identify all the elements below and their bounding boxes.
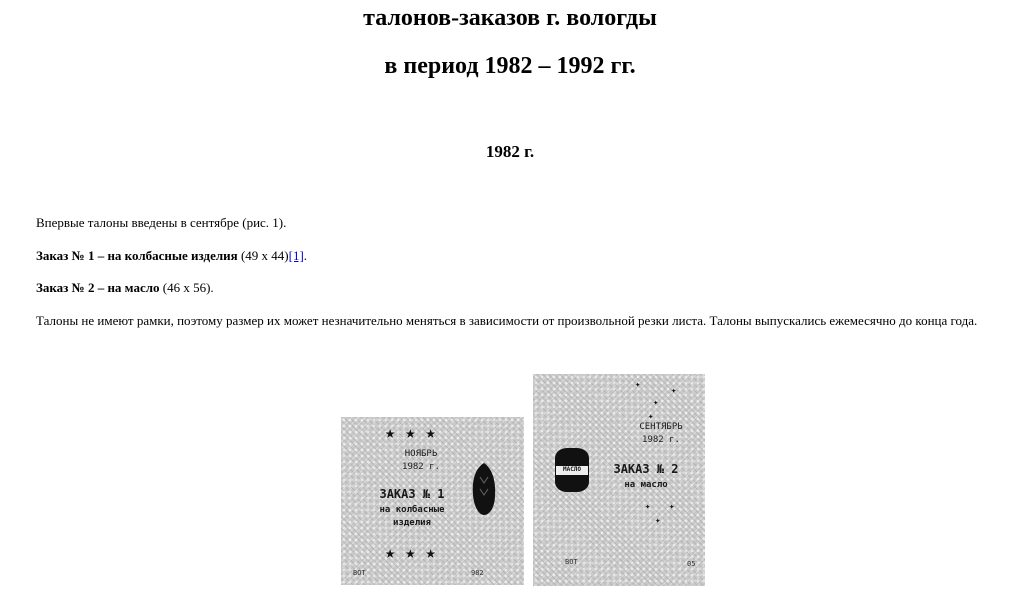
coupon2-footer-left: ВОТ bbox=[565, 558, 578, 566]
stars-bottom: ★★★ bbox=[385, 543, 446, 563]
coupon1-year: 1982 г. bbox=[402, 462, 440, 472]
page-title-line1: талонов-заказов г. вологды bbox=[363, 5, 657, 31]
coupon2-order: ЗАКАЗ № 2 bbox=[613, 462, 679, 476]
coupon2-footer-right: 05 bbox=[687, 560, 696, 568]
order1-end: . bbox=[303, 248, 308, 263]
star-sparkle-icon: ✦ bbox=[635, 380, 641, 390]
stars-top: ★★★ bbox=[385, 423, 446, 443]
coupon-image-order1 bbox=[341, 417, 524, 585]
coupon2-month: СЕНТЯБРЬ bbox=[639, 422, 683, 432]
page-title-line2: в период 1982 – 1992 гг. bbox=[384, 53, 636, 79]
footnote-link-1[interactable]: [1] bbox=[288, 248, 304, 263]
coupon2-year: 1982 г. bbox=[642, 435, 680, 445]
order2-paragraph bbox=[36, 280, 214, 296]
coupon1-month: НОЯБРЬ bbox=[404, 449, 438, 459]
butter-jar-label: МАСЛО bbox=[562, 466, 582, 473]
order2-size: (46 х 56). bbox=[159, 280, 214, 295]
star-sparkle-icon: ✦ bbox=[671, 386, 677, 396]
sausage-icon bbox=[469, 461, 499, 517]
order1-paragraph bbox=[36, 248, 307, 264]
star-sparkle-icon: ✦ bbox=[653, 398, 659, 408]
coupon1-footer-left: ВОТ bbox=[353, 569, 366, 577]
coupon1-order: ЗАКАЗ № 1 bbox=[379, 487, 445, 501]
star-sparkle-icon: ✦ bbox=[648, 412, 654, 422]
order1-size: (49 х 44) bbox=[237, 248, 289, 263]
coupon1-product-line2: изделия bbox=[393, 518, 431, 528]
star-sparkle-icon: ✦ bbox=[645, 502, 651, 512]
order1-label: Заказ № 1 – на колбасные изделия bbox=[36, 248, 238, 263]
coupon1-footer-right: 982 bbox=[471, 569, 484, 577]
coupon1-product-line1: на колбасные bbox=[379, 505, 445, 515]
note-paragraph: Талоны не имеют рамки, поэтому размер их может незначительно меняться в зависимости от произвольной резки листа. Талоны выпускались ежемесячно до конца года. bbox=[36, 313, 978, 328]
star-sparkle-icon: ✦ bbox=[669, 502, 675, 512]
section-heading-year: 1982 г. bbox=[485, 142, 535, 161]
intro-paragraph: Впервые талоны введены в сентябре (рис. 1). bbox=[36, 215, 287, 230]
order2-label: Заказ № 2 – на масло bbox=[36, 280, 160, 295]
coupon2-product: на масло bbox=[624, 480, 668, 490]
coupon-image-order2 bbox=[533, 374, 705, 586]
star-sparkle-icon: ✦ bbox=[655, 516, 661, 526]
